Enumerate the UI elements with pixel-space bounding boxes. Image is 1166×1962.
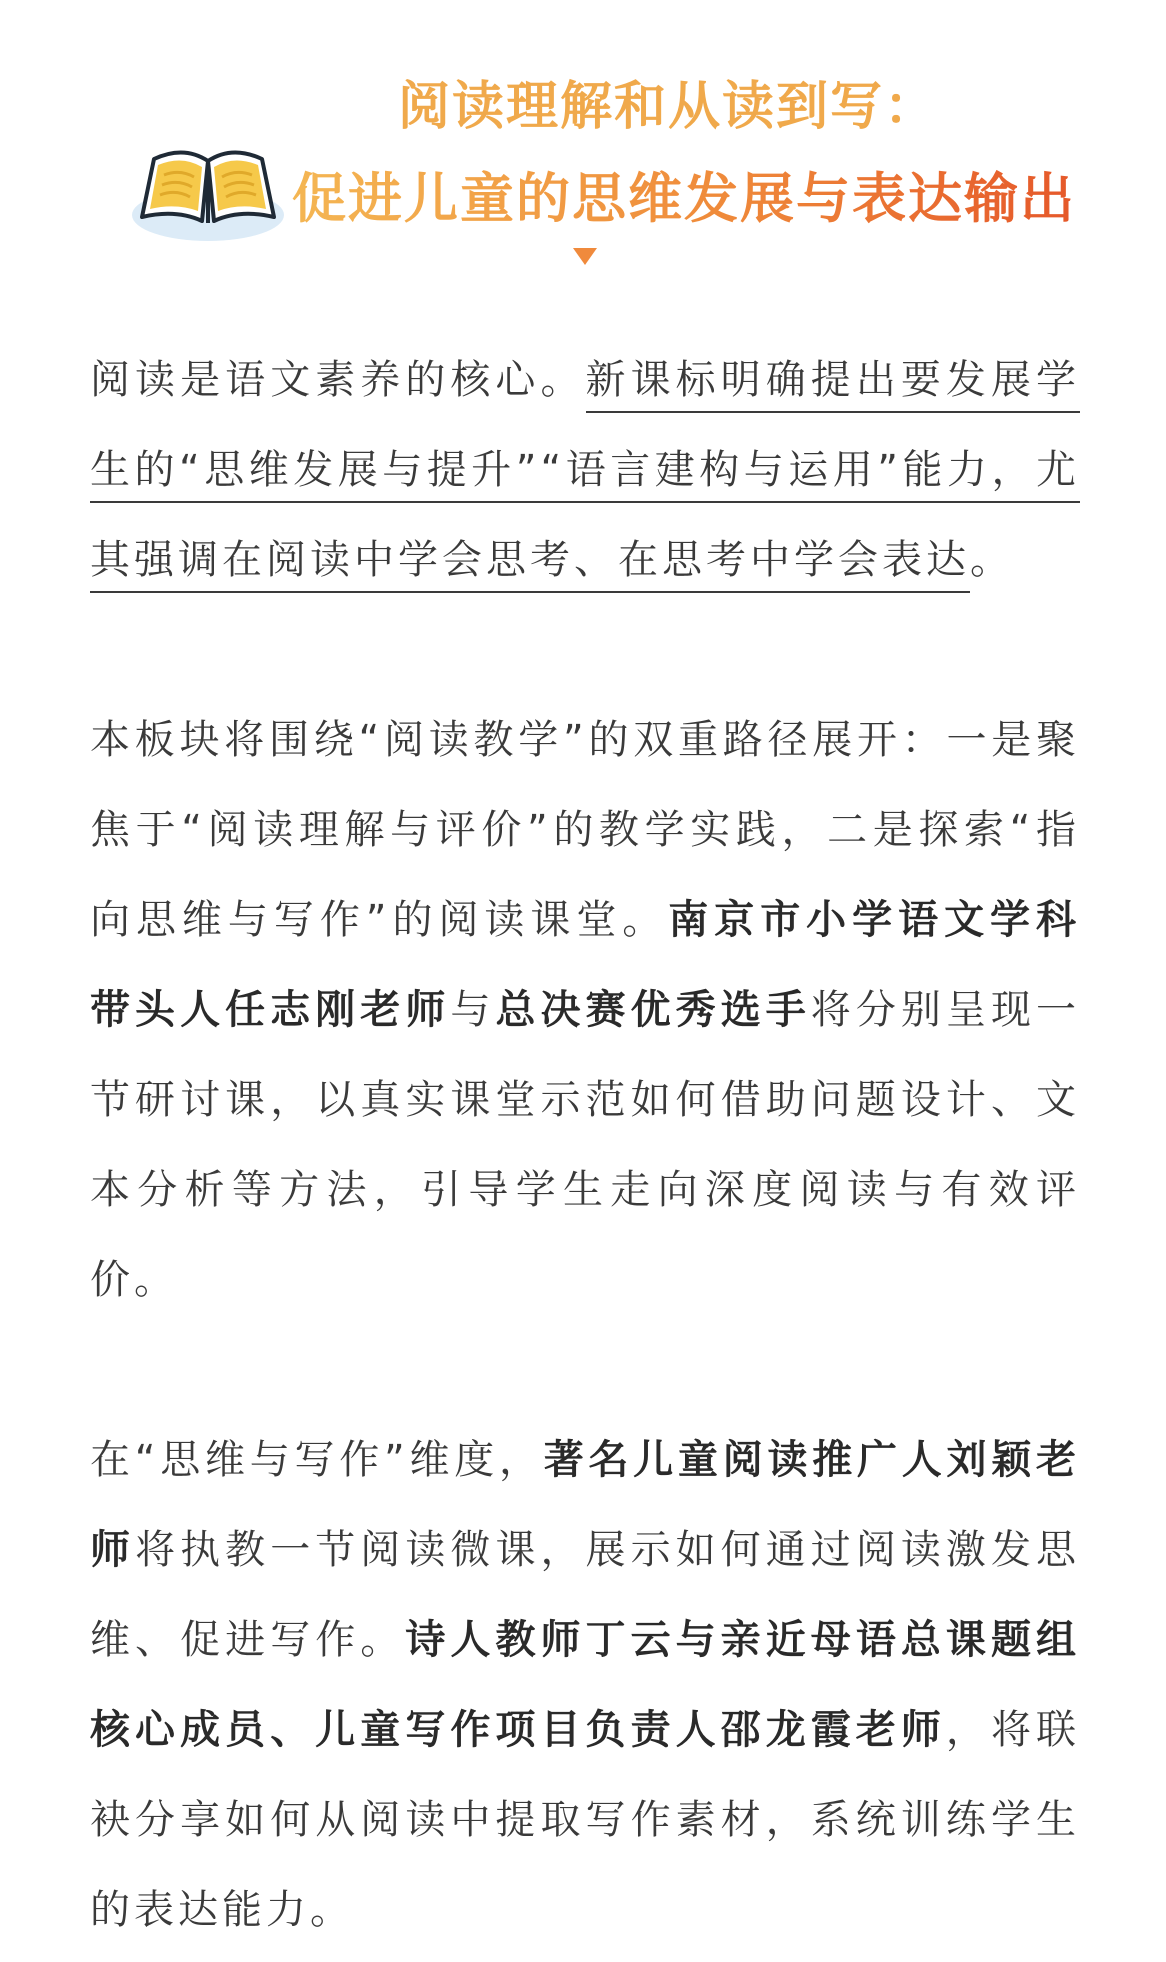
p3-text-1: 在“思维与写作”维度， bbox=[90, 1437, 544, 1483]
title-line-2: 促进儿童的思维发展与表达输出 bbox=[292, 156, 1076, 233]
paragraph-thinking-writing bbox=[90, 1415, 1080, 1955]
p3-text-2: 将执教一节阅读微课，展示如何通过阅读激发思维、促进写作。 bbox=[90, 1527, 1081, 1663]
paragraph-reading-teaching bbox=[90, 695, 1080, 1325]
p3-text-3: ，将联袂分享如何从阅读中提取写作素材，系统训练学生的表达能力。 bbox=[90, 1707, 1081, 1933]
intro-lead-text: 阅读是语文素养的核心。 bbox=[90, 357, 586, 403]
open-book-icon bbox=[128, 135, 288, 245]
highlighted-standard-text: 新课标明确提出要发展学生的“思维发展与提升”“语言建构与运用”能力，尤其强调在阅读中学会思考、在思考中学会表达 bbox=[90, 357, 1080, 593]
p2-bold-finalist: 总决赛优秀选手 bbox=[495, 987, 811, 1033]
p2-text-3: 将分别呈现一节研讨课，以真实课堂示范如何借助问题设计、文本分析等方法，引导学生走向深度阅读与有效评价。 bbox=[90, 987, 1081, 1303]
down-triangle-icon bbox=[572, 246, 598, 266]
p2-bold-teacher-ren: 南京市小学语文学科带头人任志刚老师 bbox=[90, 897, 1081, 1033]
p2-text-1: 本板块将围绕“阅读教学”的双重路径展开：一是聚焦于“阅读理解与评价”的教学实践，二是探索“指向思维与写作”的阅读课堂。 bbox=[90, 717, 1080, 943]
p3-bold-teacher-liu: 著名儿童阅读推广人刘颖老师 bbox=[90, 1437, 1080, 1573]
article-body bbox=[90, 335, 1080, 1955]
section-header bbox=[0, 0, 1166, 300]
p3-bold-teachers-ding-shao: 诗人教师丁云与亲近母语总课题组核心成员、儿童写作项目负责人邵龙霞老师 bbox=[90, 1617, 1081, 1753]
paragraph-intro bbox=[90, 335, 1080, 605]
title-line-1: 阅读理解和从读到写： bbox=[398, 77, 939, 137]
p2-text-2: 与 bbox=[450, 987, 496, 1033]
intro-end-punct: 。 bbox=[970, 537, 1014, 583]
